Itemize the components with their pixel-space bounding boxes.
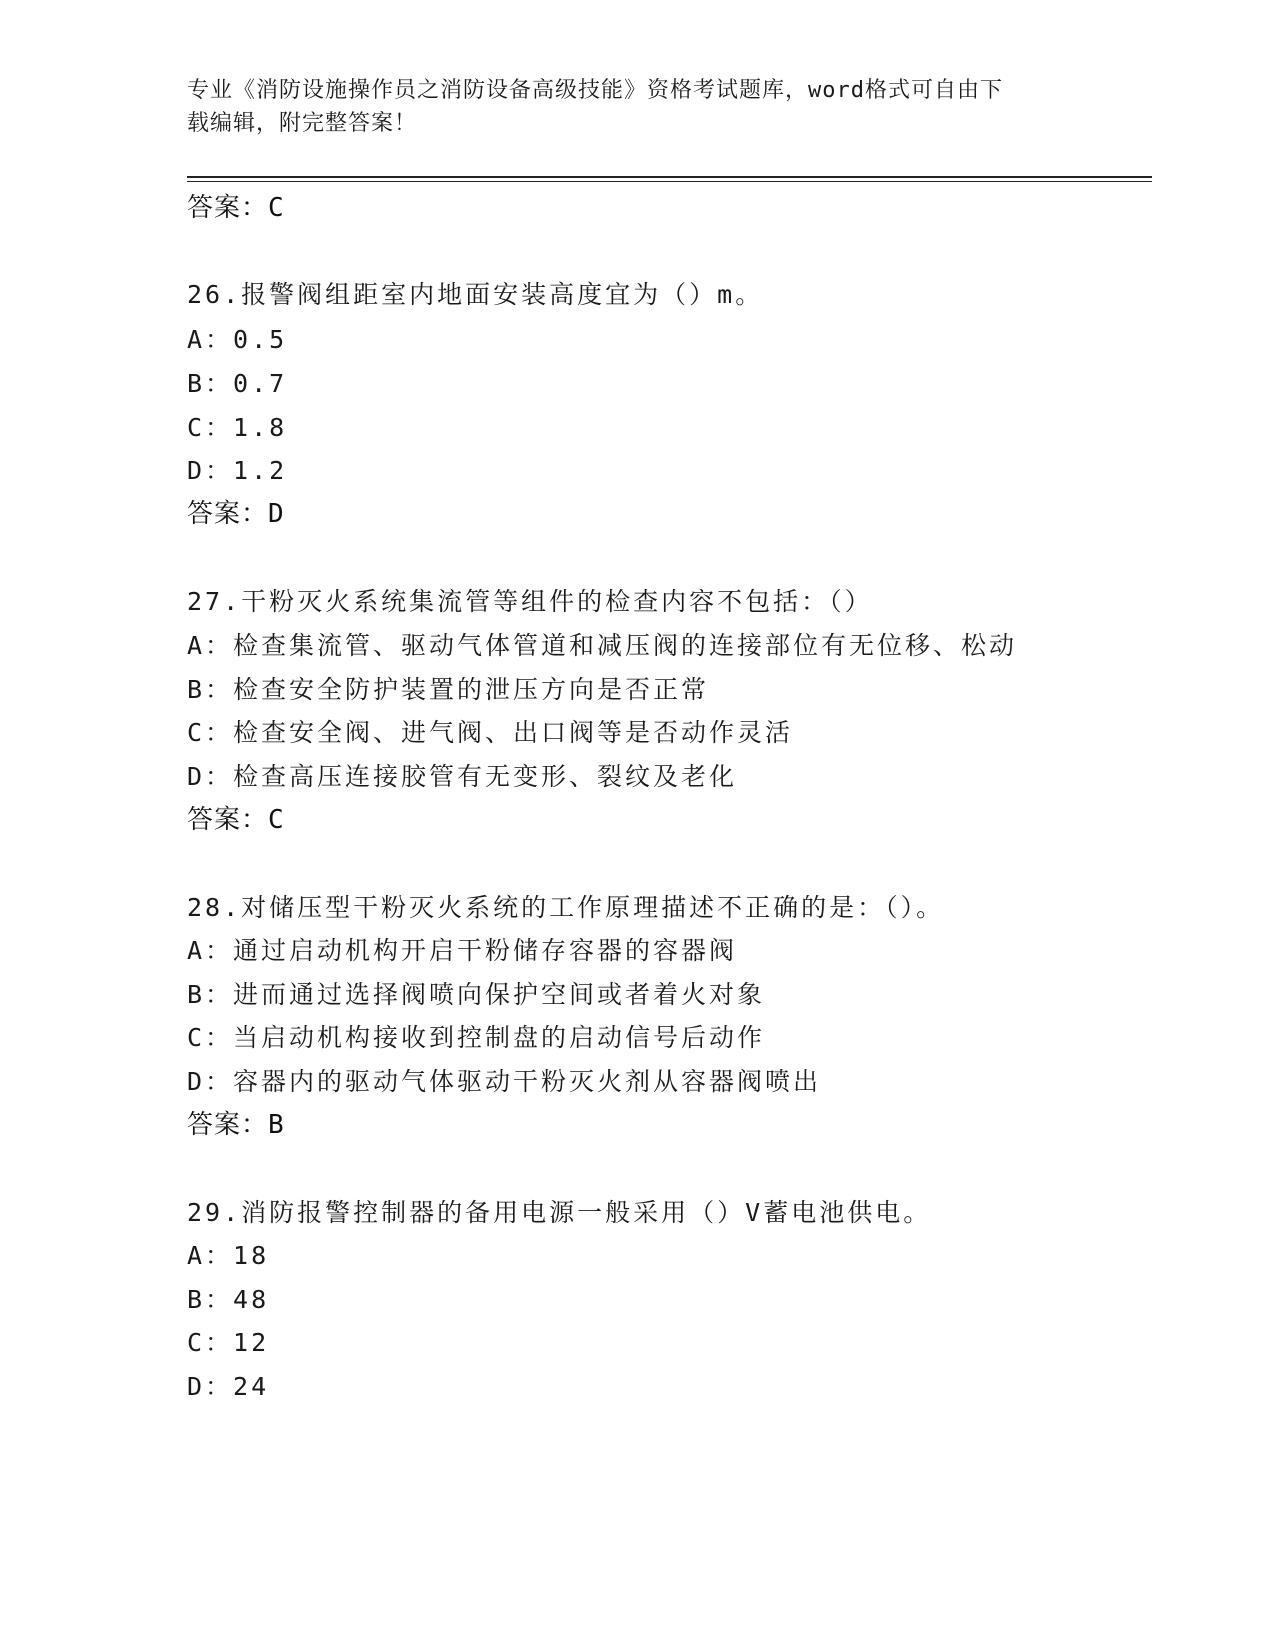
- option-28-b: B：进而通过选择阀喷向保护空间或者着火对象: [187, 980, 766, 1009]
- header-rule-thin: [187, 181, 1152, 182]
- header-rule-thick: [187, 176, 1152, 178]
- option-28-c: C：当启动机构接收到控制盘的启动信号后动作: [187, 1023, 766, 1052]
- option-26-d: D：1.2: [187, 456, 288, 485]
- option-27-a: A：检查集流管、驱动气体管道和减压阀的连接部位有无位移、松动: [187, 631, 1018, 660]
- question-27: 27.干粉灭火系统集流管等组件的检查内容不包括：（）: [187, 587, 873, 616]
- answer-26: 答案：D: [187, 499, 285, 529]
- option-26-c: C：1.8: [187, 413, 288, 442]
- option-26-a: A：0.5: [187, 325, 288, 354]
- question-28: 28.对储压型干粉灭火系统的工作原理描述不正确的是：（）。: [187, 893, 945, 922]
- header-line-2: 载编辑，附完整答案！: [187, 111, 418, 136]
- option-26-b: B：0.7: [187, 369, 288, 398]
- question-29: 29.消防报警控制器的备用电源一般采用（）V蓄电池供电。: [187, 1198, 932, 1227]
- option-27-d: D：检查高压连接胶管有无变形、裂纹及老化: [187, 762, 738, 791]
- option-27-c: C：检查安全阀、进气阀、出口阀等是否动作灵活: [187, 718, 794, 747]
- option-29-a: A：18: [187, 1241, 270, 1270]
- option-27-b: B：检查安全防护装置的泄压方向是否正常: [187, 675, 710, 704]
- document-header: [187, 74, 1077, 140]
- option-28-a: A：通过启动机构开启干粉储存容器的容器阀: [187, 936, 738, 965]
- answer-28: 答案：B: [187, 1110, 285, 1140]
- answer-25: 答案：C: [187, 193, 285, 223]
- option-28-d: D：容器内的驱动气体驱动干粉灭火剂从容器阀喷出: [187, 1067, 822, 1096]
- option-29-c: C：12: [187, 1328, 270, 1357]
- question-26: 26.报警阀组距室内地面安装高度宜为（）m。: [187, 280, 764, 309]
- option-29-b: B：48: [187, 1285, 270, 1314]
- header-line-1: 专业《消防设施操作员之消防设备高级技能》资格考试题库，word格式可自由下: [187, 78, 1003, 103]
- answer-27: 答案：C: [187, 805, 285, 835]
- option-29-d: D：24: [187, 1372, 270, 1401]
